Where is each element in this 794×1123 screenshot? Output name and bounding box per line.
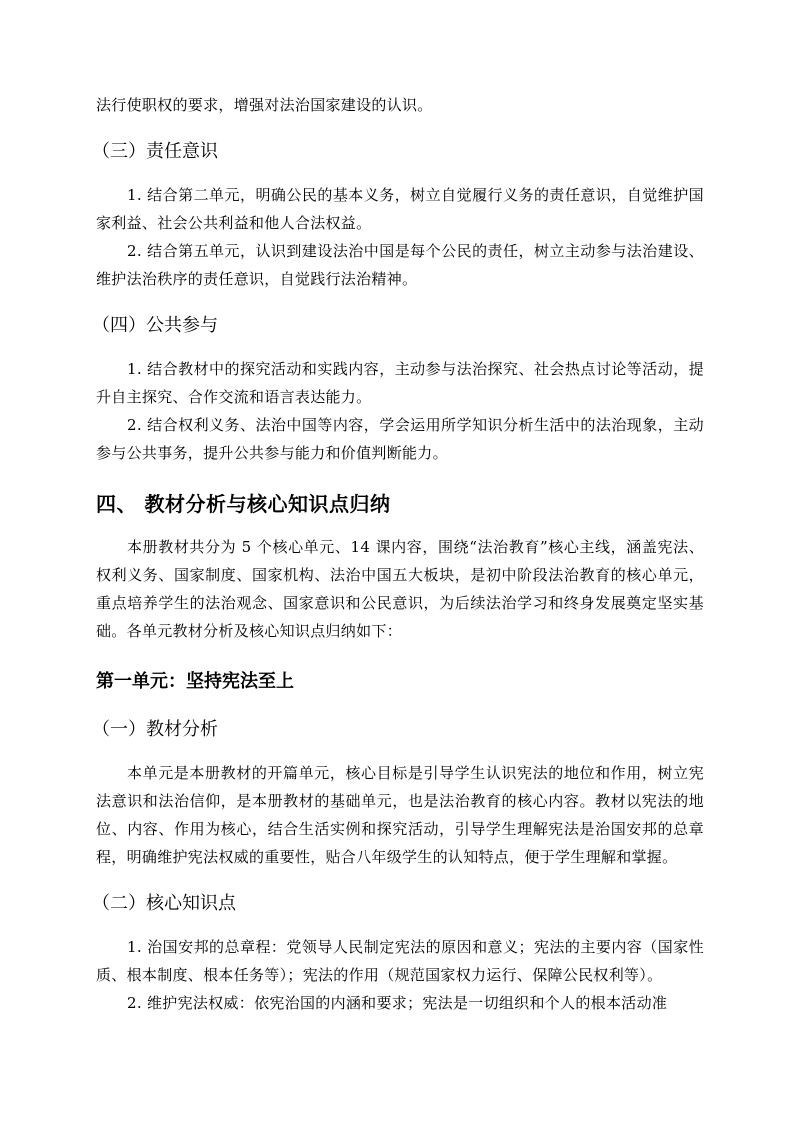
heading-knowledge: （二）核心知识点: [92, 893, 236, 914]
section-4-title: 四、 教材分析与核心知识点归纳: [96, 492, 391, 516]
knowledge-item-1: 1. 治国安邦的总章程：党领导人民制定宪法的原因和意义；宪法的主要内容（国家性质、根本制度、根本任务等）；宪法的作用（规范国家权力运行、保障公民权利等）。: [96, 938, 704, 984]
analysis-text: 本单元是本册教材的开篇单元，核心目标是引导学生认识宪法的地位和作用，树立宪法意识和法治信仰，是本册教材的基础单元，也是法治教育的核心内容。教材以宪法的地位、内容、作用为核心，结合生活实例和探究活动，引导学生理解宪法是治国安邦的总章程，明确维护宪法权威的重要性，贴合八年级学生的认知特点，便于学生理解和掌握。: [96, 764, 704, 866]
responsibility-item-2: 2. 结合第五单元，认识到建设法治中国是每个公民的责任，树立主动参与法治建设、维护法治秩序的责任意识，自觉践行法治精神。: [96, 242, 704, 288]
heading-participation: （四）公共参与: [92, 315, 218, 336]
heading-responsibility: （三）责任意识: [92, 141, 218, 162]
section-4-intro: 本册教材共分为 5 个核心单元、14 课内容，围绕“法治教育”核心主线，涵盖宪法、权利义务、国家制度、国家机构、法治中国五大板块，是初中阶段法治教育的核心单元，重点培养学生的法治观念、国家意识和公民意识，为后续法治学习和终身发展奠定坚实基础。各单元教材分析及核心知识点归纳如下：: [96, 538, 704, 640]
unit-1-title: 第一单元：坚持宪法至上: [96, 671, 294, 692]
paragraph-continuation: 法行使职权的要求，增强对法治国家建设的认识。: [96, 96, 433, 114]
heading-analysis: （一）教材分析: [92, 719, 218, 740]
knowledge-item-2: 2. 维护宪法权威：依宪治国的内涵和要求；宪法是一切组织和个人的根本活动准: [127, 994, 668, 1012]
participation-item-1: 1. 结合教材中的探究活动和实践内容，主动参与法治探究、社会热点讨论等活动，提升自主探究、合作交流和语言表达能力。: [96, 360, 704, 406]
participation-item-2: 2. 结合权利义务、法治中国等内容，学会运用所学知识分析生活中的法治现象，主动参与公共事务，提升公共参与能力和价值判断能力。: [96, 416, 704, 462]
responsibility-item-1: 1. 结合第二单元，明确公民的基本义务，树立自觉履行义务的责任意识，自觉维护国家利益、社会公共利益和他人合法权益。: [96, 186, 704, 232]
